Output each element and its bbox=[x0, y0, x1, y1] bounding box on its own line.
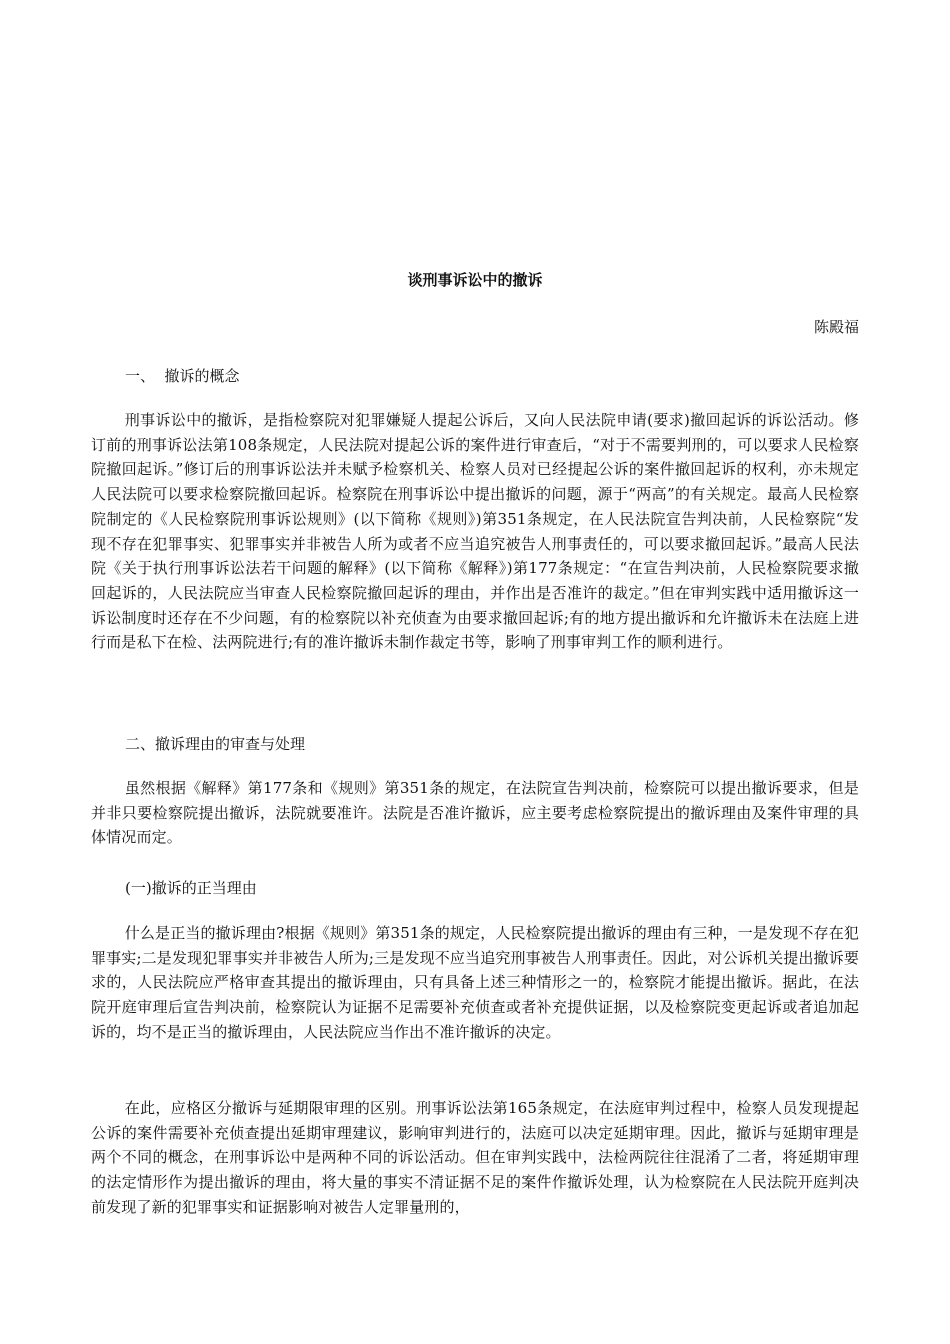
subsection-heading-legitimate-reasons: (一)撤诉的正当理由 bbox=[125, 879, 257, 897]
section-heading-concept: 一、 撤诉的概念 bbox=[125, 367, 240, 385]
section-heading-review: 二、撤诉理由的审查与处理 bbox=[125, 735, 306, 753]
paragraph-concept: 刑事诉讼中的撤诉，是指检察院对犯罪嫌疑人提起公诉后，又向人民法院申请(要求)撤回起诉的诉讼活动。修订前的刑事诉讼法第108条规定，人民法院对提起公诉的案件进行审查后，“对于不需要判刑的，可以要求人民检察院撤回起诉。”修订后的刑事诉讼法并未赋予检察机关、检察人员对已经提起公诉的案件撤回起诉的权利，亦未规定人民法院可以要求检察院撤回起诉。检察院在刑事诉讼中提出撤诉的问题，源于“两高”的有关规定。最高人民检察院制定的《人民检察院刑事诉讼规则》(以下简称《规则》)第351条规定，在人民法院宣告判决前，人民检察院“发现不存在犯罪事实、犯罪事实并非被告人所为或者不应当追究被告人刑事责任的，可以要求撤回起诉。”最高人民法院《关于执行刑事诉讼法若干问题的解释》(以下简称《解释》)第177条规定：“在宣告判决前，人民检察院要求撤回起诉的，人民法院应当审查人民检察院撤回起诉的理由，并作出是否准许的裁定。”但在审判实践中适用撤诉这一诉讼制度时还存在不少问题，有的检察院以补充侦查为由要求撤回起诉;有的地方提出撤诉和允许撤诉未在法庭上进行而是私下在检、法两院进行;有的准许撤诉未制作裁定书等，影响了刑事审判工作的顺利进行。 bbox=[91, 411, 859, 652]
paragraph-distinction: 在此，应格区分撤诉与延期限审理的区别。刑事诉讼法第165条规定，在法庭审判过程中，检察人员发现提起公诉的案件需要补充侦查提出延期审理建议，影响审判进行的，法庭可以决定延期审理。因此，撤诉与延期审理是两个不同的概念，在刑事诉讼中是两种不同的诉讼活动。但在审判实践中，法检两院往往混淆了二者，将延期审理的法定情形作为提出撤诉的理由，将大量的事实不清证据不足的案件作撤诉处理，认为检察院在人民法院开庭判决前发现了新的犯罪事实和证据影响对被告人定罪量刑的， bbox=[91, 1099, 859, 1216]
paragraph-review: 虽然根据《解释》第177条和《规则》第351条的规定，在法院宣告判决前，检察院可以提出撤诉要求，但是并非只要检察院提出撤诉，法院就要准许。法院是否准许撤诉，应主要考虑检察院提出的撤诉理由及案件审理的具体情况而定。 bbox=[91, 779, 859, 847]
document-author: 陈殿福 bbox=[813, 318, 859, 336]
document-title: 谈刑事诉讼中的撤诉 bbox=[407, 271, 543, 289]
paragraph-legitimate-reasons: 什么是正当的撤诉理由?根据《规则》第351条的规定，人民检察院提出撤诉的理由有三种，一是发现不存在犯罪事实;二是发现犯罪事实并非被告人所为;三是发现不应当追究刑事被告人刑事责任。因此，对公诉机关提出撤诉要求的，人民法院应严格审查其提出的撤诉理由，只有具备上述三种情形之一的，检察院才能提出撤诉。据此，在法院开庭审理后宣告判决前，检察院认为证据不足需要补充侦查或者补充提供证据，以及检察院变更起诉或者追加起诉的，均不是正当的撤诉理由，人民法院应当作出不准许撤诉的决定。 bbox=[91, 924, 859, 1041]
